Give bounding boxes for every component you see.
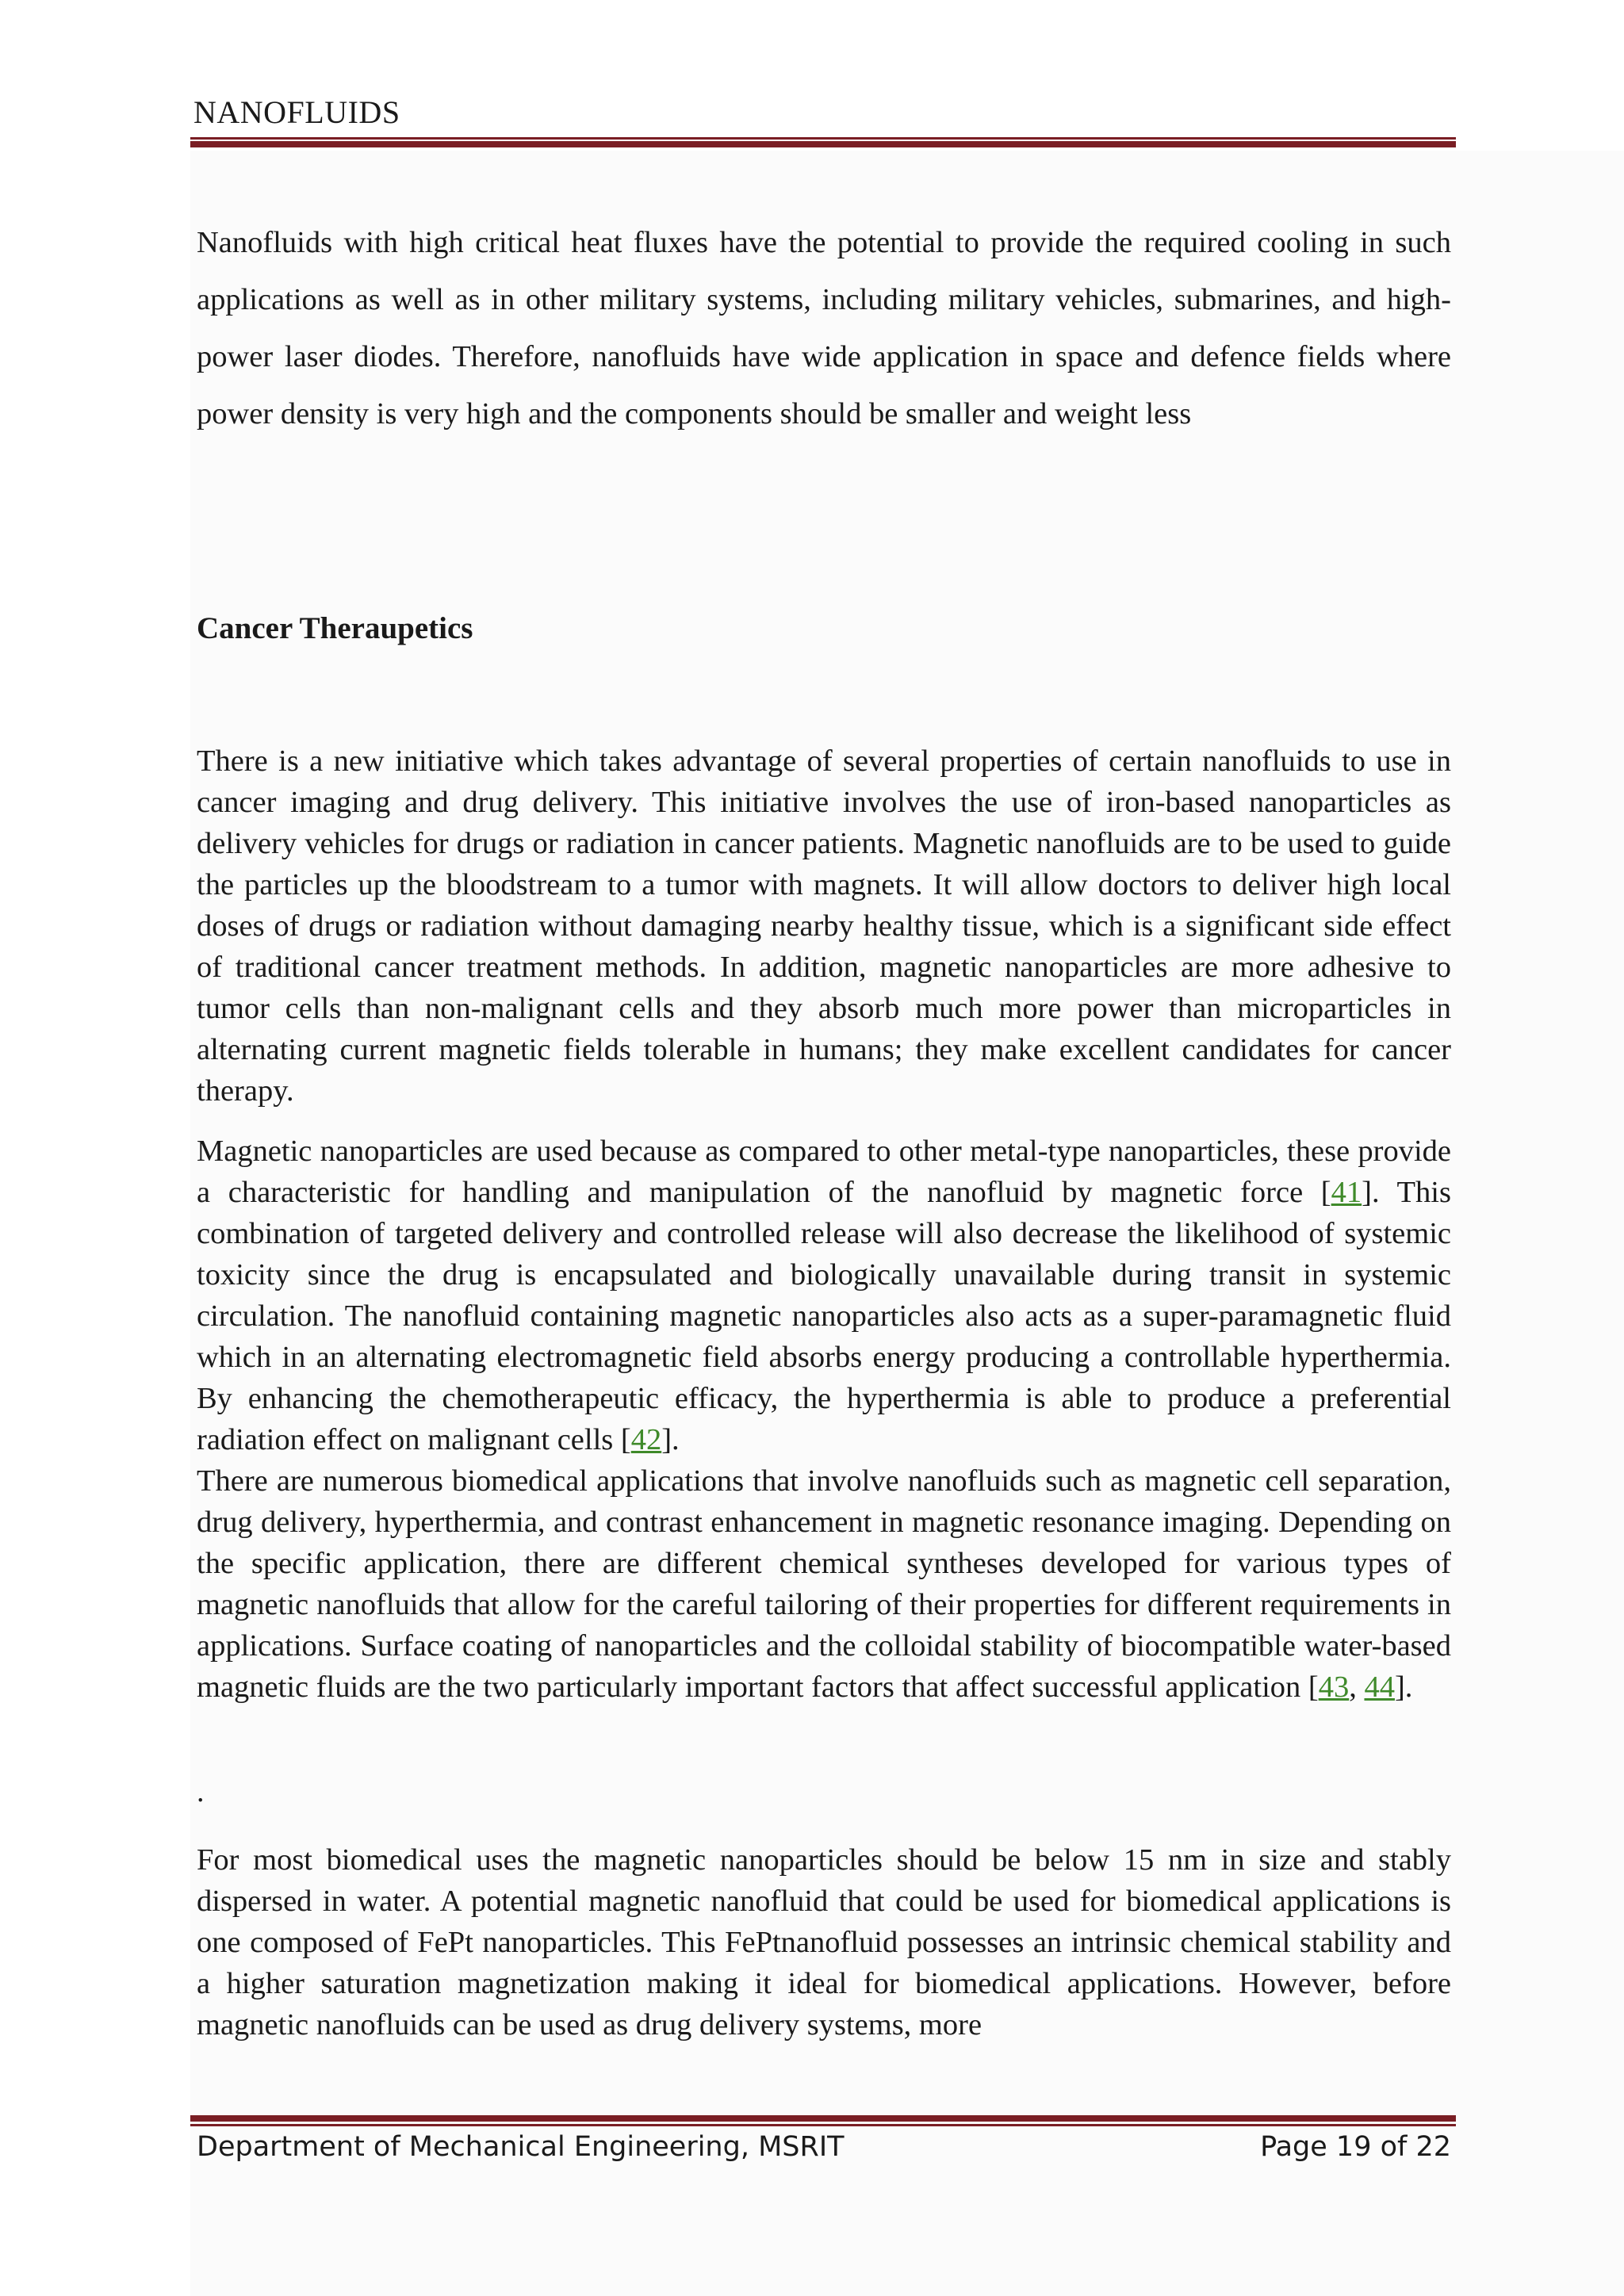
paragraph-text: ]. [1394, 1670, 1413, 1704]
paragraph-cancer-initiative: There is a new initiative which takes advantage of several properties of certain nanofluids to use in cancer imaging and drug delivery. This initiative involves the use of iron-based nanoparticles as delivery vehicles for drugs or radiation in cancer patients. Magnetic nanofluids are to be used to guide the particles up the bloodstream to a tumor with magnets. It will allow doctors to deliver high local doses of drugs or radiation without damaging nearby healthy tissue, which is a significant side effect of traditional cancer treatment methods. In addition, magnetic nanoparticles are more adhesive to tumor cells than non-malignant cells and they absorb much more power than microparticles in alternating current magnetic fields tolerable in humans; they make excellent candidates for cancer therapy. [197, 744, 1451, 1108]
paragraph-text: ]. [661, 1423, 680, 1456]
citation-link[interactable]: 42 [630, 1423, 662, 1456]
citation-link[interactable]: 41 [1331, 1176, 1362, 1209]
paragraph-magnetic-nanoparticles [197, 1131, 1451, 1708]
header-rule-thick [190, 141, 1456, 147]
footer-rule-thick [190, 2115, 1456, 2122]
intro-paragraph: Nanofluids with high critical heat fluxes have the potential to provide the required cooling in such applications as well as in other military systems, including military vehicles, submarines, and high-power laser diodes. Therefore, nanofluids have wide application in space and defence fields where power density is very high and the components should be smaller and weight less [197, 226, 1451, 430]
footer-page-number: Page 19 of 22 [1260, 2131, 1451, 2163]
paragraph-text: Magnetic nanoparticles are used because as compared to other metal-type nanoparticles, these provide a characteristic for handling and manipulation of the nanofluid by magnetic force [ [197, 1135, 1451, 1209]
citation-link[interactable]: 43 [1318, 1670, 1350, 1704]
paragraph-text: ]. This combination of targeted delivery and controlled release will also decrease the likelihood of systemic toxicity since the drug is encapsulated and biologically unavailable during transit in systemic circulation. The nanofluid containing magnetic nanoparticles also acts as a super-paramagnetic fluid which in an alternating electromagnetic field absorbs energy producing a controllable hyperthermia. By enhancing the chemotherapeutic efficacy, the hyperthermia is able to produce a preferential radiation effect on malignant cells [ [197, 1176, 1451, 1456]
paragraph-text: There are numerous biomedical applications that involve nanofluids such as magnetic cell separation, drug delivery, hyperthermia, and contrast enhancement in magnetic resonance imaging. Depending on the specific application, there are different chemical syntheses developed for various types of magnetic nanofluids that allow for the careful tailoring of their properties for different requirements in applications. Surface coating of nanoparticles and the colloidal stability of biocompatible water-based magnetic fluids are the two particularly important factors that affect successful application [ [197, 1464, 1451, 1704]
section-heading: Cancer Theraupetics [197, 611, 473, 645]
header-rule-thin [190, 137, 1456, 140]
footer-rule-thin [190, 2124, 1456, 2126]
citation-link[interactable]: 44 [1364, 1670, 1395, 1704]
footer-department: Department of Mechanical Engineering, MSRIT [197, 2131, 845, 2163]
stray-period: . [197, 1775, 205, 1808]
paragraph-biomedical-uses: For most biomedical uses the magnetic nanoparticles should be below 15 nm in size and stably dispersed in water. A potential magnetic nanofluid that could be used for biomedical applications is one composed of FePt nanoparticles. This FePtnanofluid possesses an intrinsic chemical stability and a higher saturation magnetization making it ideal for biomedical applications. However, before magnetic nanofluids can be used as drug delivery systems, more [197, 1843, 1451, 2042]
paragraph-text: , [1349, 1670, 1365, 1704]
running-header: NANOFLUIDS [193, 94, 400, 130]
